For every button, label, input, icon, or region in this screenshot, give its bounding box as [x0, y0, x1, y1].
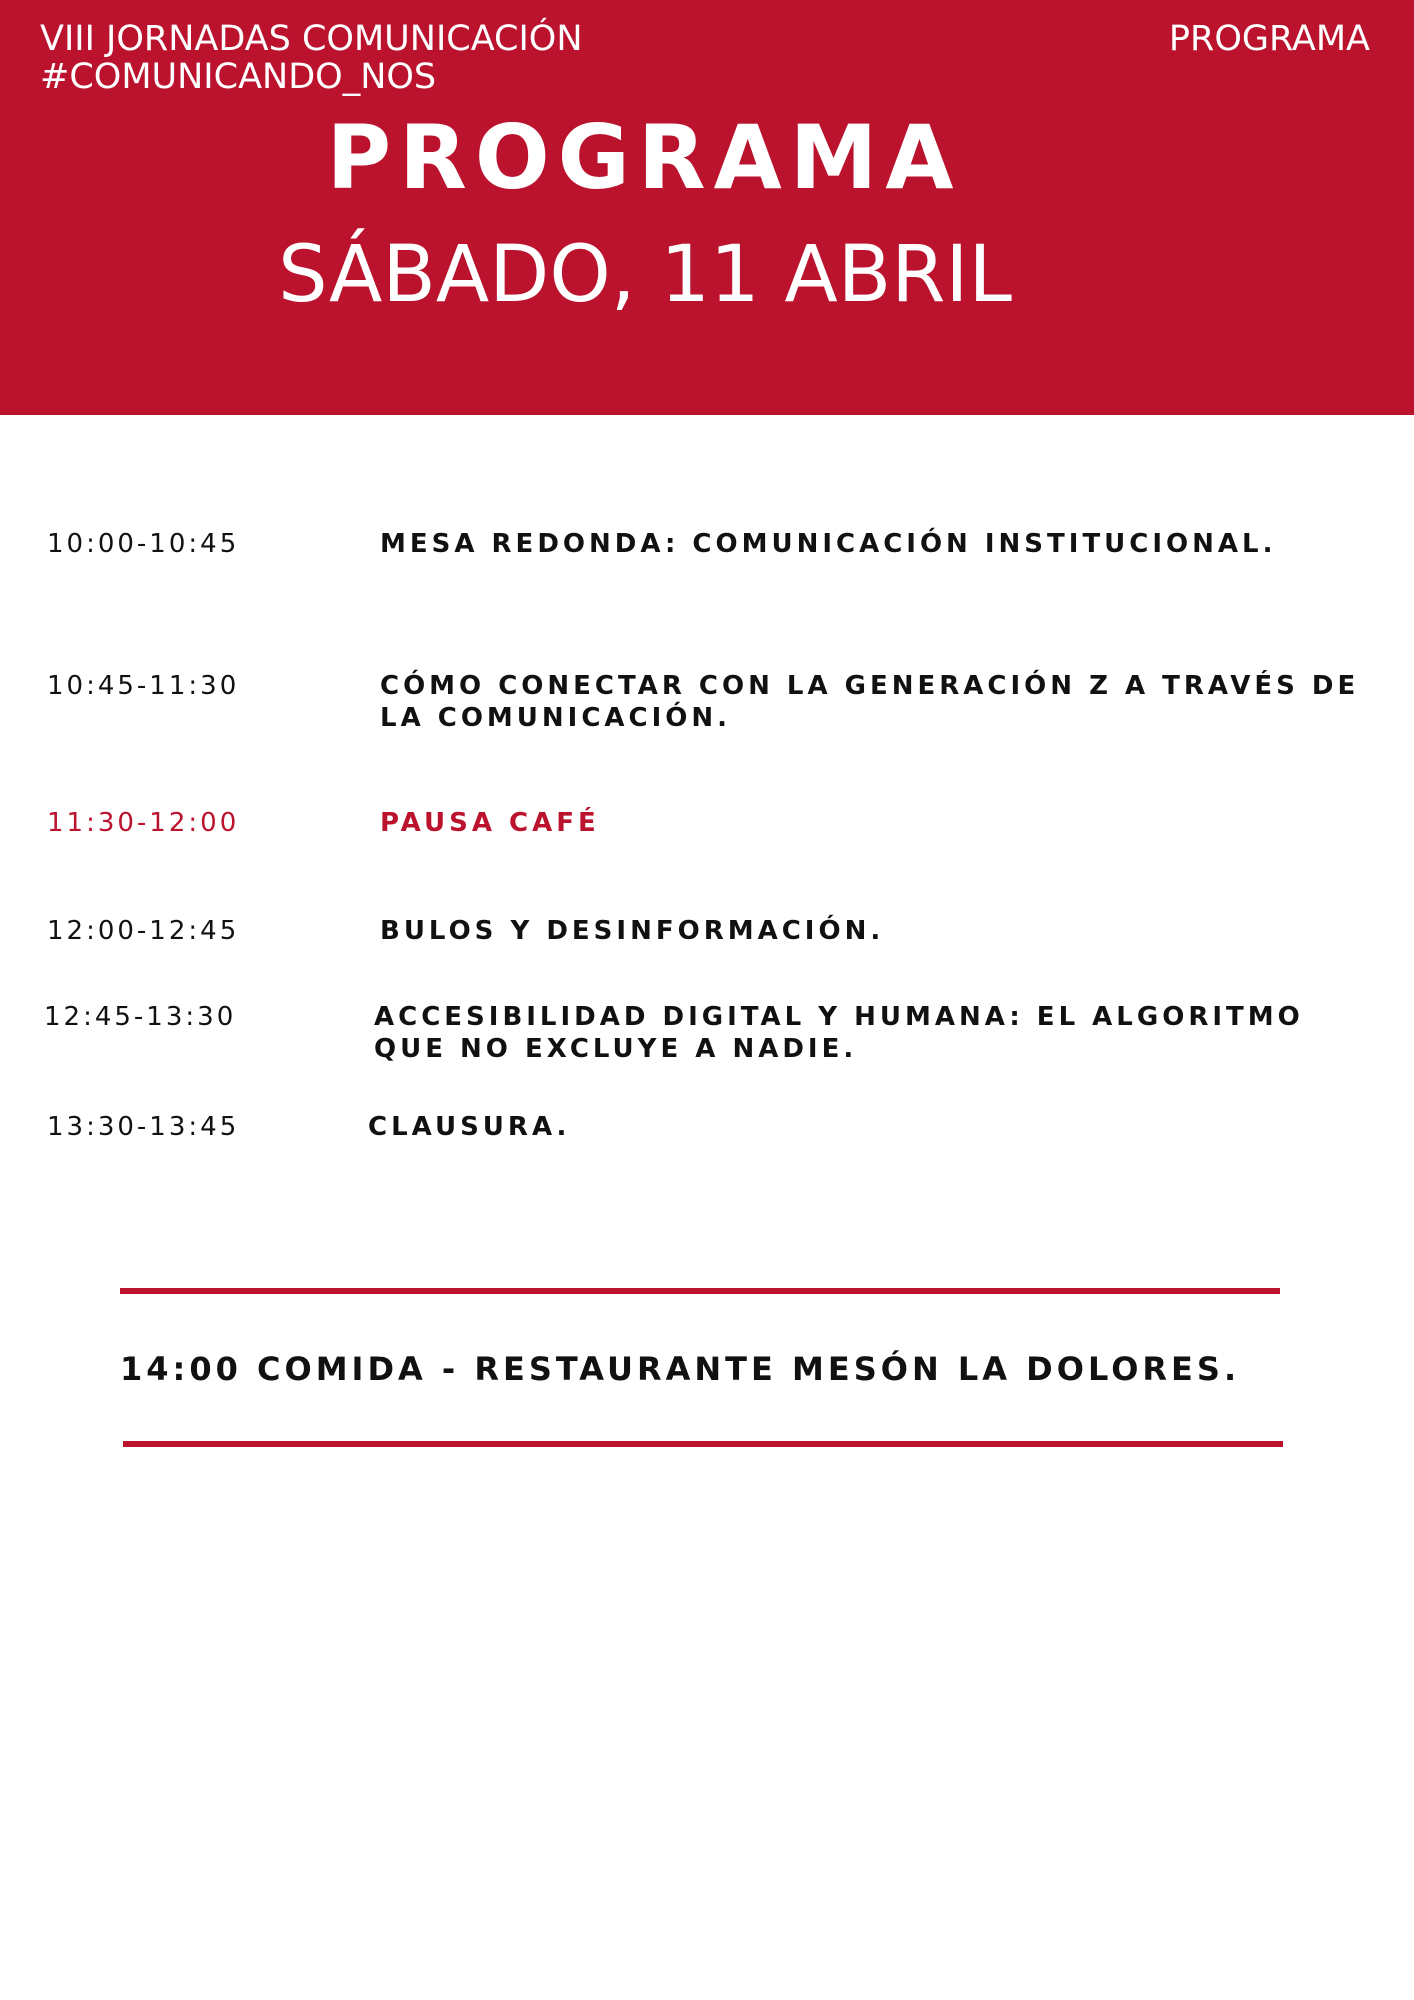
schedule-time: 12:00-12:45: [47, 916, 240, 946]
schedule-title-line: PAUSA CAFÉ: [380, 808, 600, 838]
schedule-title-line: CLAUSURA.: [368, 1112, 571, 1142]
schedule-time: 10:45-11:30: [47, 671, 240, 701]
schedule-title-line: MESA REDONDA: COMUNICACIÓN INSTITUCIONAL.: [380, 529, 1277, 559]
schedule-title-line: CÓMO CONECTAR CON LA GENERACIÓN Z A TRAVÉS DE: [380, 671, 1360, 701]
section-label: PROGRAMA: [1168, 19, 1370, 59]
schedule-title: [380, 528, 1276, 560]
schedule-time: 11:30-12:00: [47, 808, 240, 838]
schedule-title-line: ACCESIBILIDAD DIGITAL Y HUMANA: EL ALGORITMO: [374, 1002, 1304, 1032]
program-date: SÁBADO, 11 ABRIL: [278, 230, 1012, 320]
schedule-title-line: BULOS Y DESINFORMACIÓN.: [380, 916, 885, 946]
schedule-title-line: QUE NO EXCLUYE A NADIE.: [374, 1034, 858, 1064]
schedule-title: [380, 915, 884, 947]
event-hashtag: #COMUNICANDO_NOS: [40, 57, 437, 97]
schedule-title: [380, 670, 1359, 734]
schedule-time: 13:30-13:45: [47, 1112, 240, 1142]
schedule-title-line: LA COMUNICACIÓN.: [380, 703, 732, 733]
schedule-title: [380, 807, 600, 839]
event-name: VIII JORNADAS COMUNICACIÓN: [40, 19, 583, 59]
lunch-divider-top: [120, 1288, 1280, 1294]
lunch-divider-bottom: [123, 1441, 1283, 1447]
schedule-title: [368, 1111, 570, 1143]
event-identity: [40, 20, 583, 96]
schedule-time: 12:45-13:30: [44, 1002, 237, 1032]
page-title: PROGRAMA: [326, 106, 962, 209]
header-banner: [0, 0, 1414, 415]
schedule-title: [374, 1001, 1304, 1065]
lunch-notice: 14:00 COMIDA - RESTAURANTE MESÓN LA DOLORES.: [120, 1350, 1241, 1388]
schedule-time: 10:00-10:45: [47, 529, 240, 559]
